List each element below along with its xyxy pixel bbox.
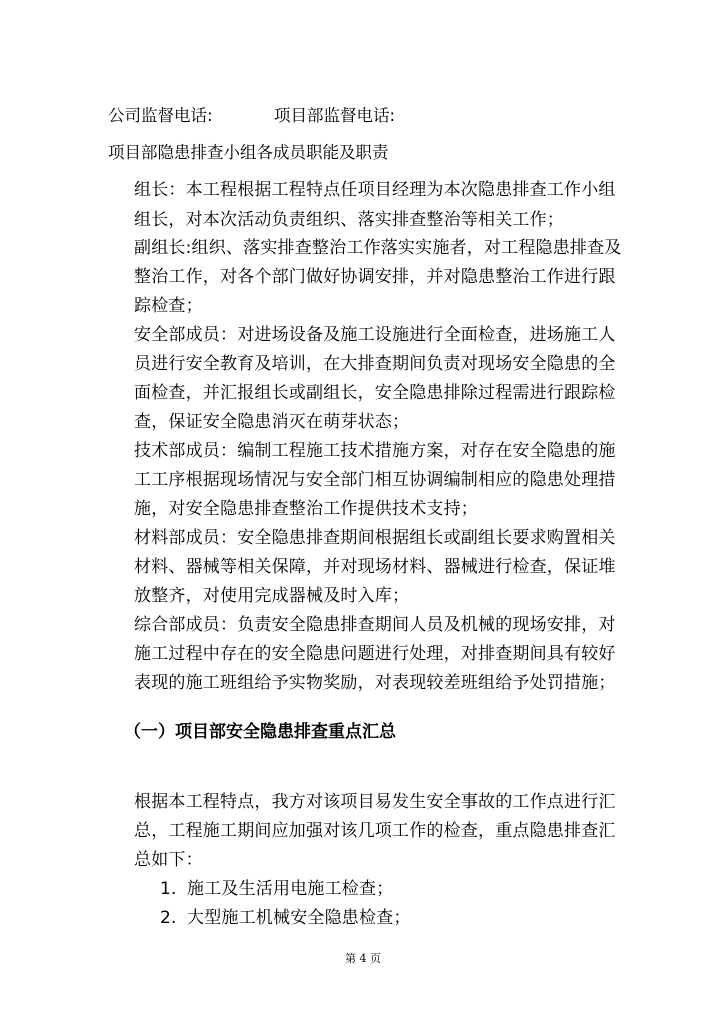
role-line: 材料部成员：安全隐患排查期间根据组长或副组长要求购置相关: [134, 528, 616, 548]
role-line: 查，保证安全隐患消灭在萌芽状态；: [134, 412, 410, 432]
role-line: 放整齐，对使用完成器械及时入库；: [134, 586, 410, 606]
role-line: 整治工作，对各个部门做好协调安排，并对隐患整治工作进行跟: [134, 267, 616, 287]
role-line: 面检查，并汇报组长或副组长，安全隐患排除过程需进行跟踪检: [134, 383, 616, 403]
list-item-text: 大型施工机械安全隐患检查；: [187, 908, 411, 928]
role-line: 安全部成员：对进场设备及施工设施进行全面检查，进场施工人: [134, 325, 616, 345]
role-line: 施工过程中存在的安全隐患问题进行处理，对排查期间具有较好: [134, 644, 616, 664]
company-phone-label: 公司监督电话:: [108, 106, 213, 125]
page-number: 第 4 页: [345, 952, 381, 965]
role-line: 踪检查；: [134, 296, 203, 316]
project-phone-label: 项目部监督电话:: [274, 106, 396, 125]
list-item-number: 1.: [160, 879, 177, 899]
role-line: 材料、器械等相关保障，并对现场材料、器械进行检查，保证堆: [134, 557, 616, 577]
list-item-text: 施工及生活用电施工检查；: [187, 879, 394, 899]
role-line: 表现的施工班组给予实物奖励，对表现较差班组给予处罚措施；: [134, 673, 616, 693]
subheading: （一）项目部安全隐患排查重点汇总: [124, 722, 396, 742]
role-line: 组长：本工程根据工程特点任项目经理为本次隐患排查工作小组: [134, 180, 616, 200]
role-line: 组长，对本次活动负责组织、落实排查整治等相关工作；: [134, 210, 564, 230]
intro-line: 总如下：: [134, 850, 203, 870]
role-line: 副组长:组织、落实排查整治工作落实实施者，对工程隐患排查及: [134, 238, 622, 258]
intro-line: 根据本工程特点，我方对该项目易发生安全事故的工作点进行汇: [134, 792, 616, 812]
section-title: 项目部隐患排查小组各成员职能及职责: [108, 143, 389, 162]
list-item-number: 2.: [160, 908, 177, 928]
role-line: 技术部成员：编制工程施工技术措施方案，对存在安全隐患的施: [134, 441, 616, 461]
role-line: 综合部成员：负责安全隐患排查期间人员及机械的现场安排，对: [134, 615, 616, 635]
role-line: 工工序根据现场情况与安全部门相互协调编制相应的隐患处理措: [134, 470, 616, 490]
role-line: 员进行安全教育及培训，在大排查期间负责对现场安全隐患的全: [134, 354, 616, 374]
role-line: 施，对安全隐患排查整治工作提供技术支持；: [134, 499, 478, 519]
intro-line: 总，工程施工期间应加强对该几项工作的检查，重点隐患排查汇: [134, 821, 616, 841]
